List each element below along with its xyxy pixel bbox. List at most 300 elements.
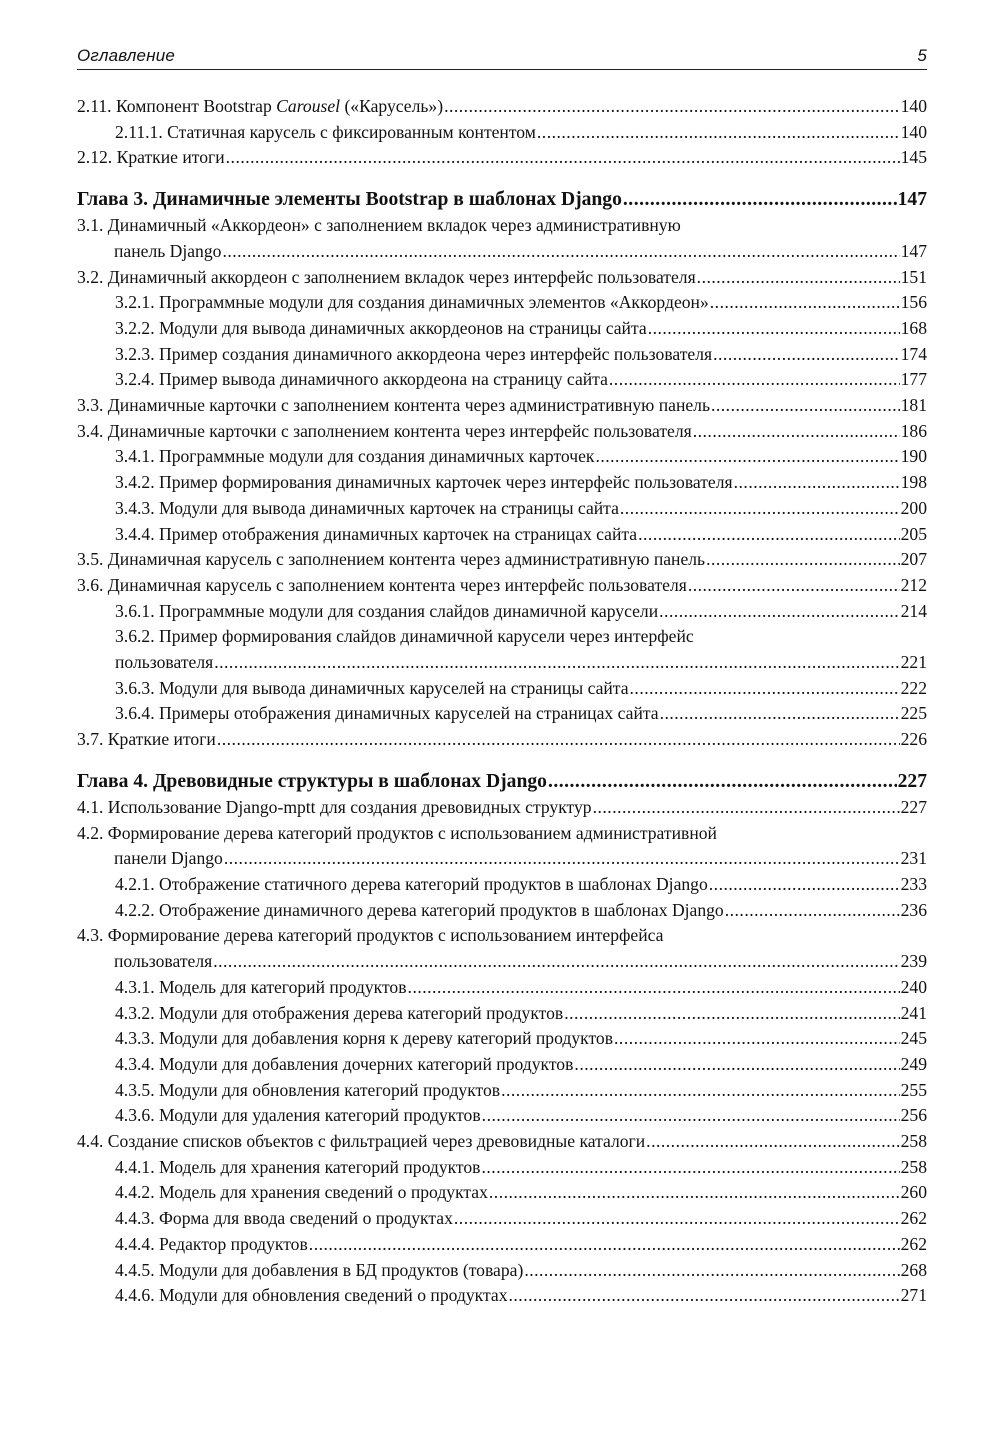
toc-entry[interactable] [77, 1232, 927, 1258]
entry-page: 260 [900, 1182, 927, 1203]
entry-text: Использование Django-mptt для создания древовидных структур [107, 796, 592, 817]
entry-page: 168 [900, 317, 927, 338]
entry-page: 262 [900, 1208, 927, 1229]
toc-entry[interactable] [77, 898, 927, 924]
toc-entry[interactable] [77, 676, 927, 702]
dot-leader [501, 1078, 900, 1104]
dot-leader [489, 1180, 900, 1206]
entry-text: Модули для добавления в БД продуктов (товара) [159, 1259, 524, 1280]
entry-text: Пример отображения динамичных карточек на страницах сайта [159, 523, 638, 544]
entry-page: 205 [900, 523, 927, 544]
entry-line [115, 1258, 927, 1284]
entry-title [77, 795, 592, 821]
entry-text: Пример вывода динамичного аккордеона на страницу сайта [159, 369, 608, 390]
entry-page: 226 [900, 729, 927, 750]
entry-text: Модель для хранения категорий продуктов [159, 1156, 481, 1177]
dot-leader [593, 795, 900, 821]
dot-leader [620, 496, 900, 522]
toc-entry[interactable] [77, 1001, 927, 1027]
entry-text: Программные модули для создания слайдов динамичной карусели [159, 600, 659, 621]
entry-title [115, 1026, 613, 1052]
entry-number: 4.4.6. [115, 1285, 155, 1306]
entry-number: 3.1. [77, 215, 104, 236]
entry-title [115, 342, 712, 368]
entry-line [77, 547, 927, 573]
toc-entry[interactable] [77, 624, 927, 675]
dot-leader [217, 727, 900, 753]
entry-line [115, 898, 927, 924]
toc-entry[interactable] [77, 444, 927, 470]
entry-text: Пример создания динамичного аккордеона через интерфейс пользователя [159, 343, 713, 364]
dot-leader [482, 1103, 900, 1129]
entry-number: Глава 4. [77, 770, 149, 792]
toc-entry[interactable] [77, 795, 927, 821]
entry-line [77, 727, 927, 753]
entry-number: 4.3.6. [115, 1105, 155, 1126]
dot-leader [688, 573, 900, 599]
entry-title [115, 1232, 308, 1258]
entry-number: 3.6.1. [115, 600, 155, 621]
entry-text: Пример формирования динамичных карточек через интерфейс пользователя [159, 472, 733, 493]
entry-text: Примеры отображения динамичных каруселей на страницах сайта [159, 703, 659, 724]
entry-text: Отображение статичного дерева категорий продуктов в шаблонах Django [159, 873, 708, 894]
entry-text: Модули для вывода динамичных аккордеонов на страницы сайта [159, 317, 647, 338]
entry-title [115, 496, 619, 522]
entry-number: 3.4.2. [115, 472, 155, 493]
entry-text: Динамичный аккордеон с заполнением вкладок через интерфейс пользователя [107, 266, 696, 287]
dot-leader [709, 872, 900, 898]
entry-number: 3.4.1. [115, 446, 155, 467]
dot-leader [214, 650, 899, 676]
entry-text: Формирование дерева категорий продуктов с использованием административной [107, 822, 717, 843]
entry-title [115, 599, 658, 625]
entry-text: Модель для категорий продуктов [159, 976, 407, 997]
toc-entry[interactable] [77, 1283, 927, 1309]
entry-number: 4.1. [77, 796, 104, 817]
dot-leader [725, 898, 900, 924]
entry-text-tail: («Карусель») [344, 96, 444, 116]
entry-page: 258 [900, 1131, 927, 1152]
dot-leader [509, 1283, 900, 1309]
entry-title [115, 316, 647, 342]
entry-number: 2.11.1. [115, 121, 163, 142]
toc-entry[interactable] [77, 1078, 927, 1104]
entry-text: Модули для вывода динамичных карточек на страницы сайта [159, 497, 619, 518]
entry-text: Модули для удаления категорий продуктов [159, 1105, 481, 1126]
entry-page: 271 [900, 1285, 927, 1306]
entry-title [115, 1001, 563, 1027]
entry-page: 227 [897, 770, 927, 792]
dot-leader [648, 316, 900, 342]
entry-line [115, 975, 927, 1001]
entry-page: 227 [900, 796, 927, 817]
entry-title [115, 1180, 488, 1206]
entry-text: Динамичный «Аккордеон» с заполнением вкладок через административную [107, 215, 681, 236]
entry-page: 151 [900, 266, 927, 287]
entry-line [115, 496, 927, 522]
entry-continuation: панели Django [114, 848, 223, 869]
entry-text: Статичная карусель с фиксированным контентом [167, 121, 536, 142]
entry-number: 3.2.1. [115, 292, 155, 313]
entry-line [115, 444, 927, 470]
entry-line [115, 1103, 927, 1129]
page-number: 5 [917, 46, 927, 65]
entry-line [115, 1283, 927, 1309]
toc-entry[interactable] [77, 393, 927, 419]
dot-leader [548, 769, 897, 795]
entry-number: 3.4.4. [115, 523, 155, 544]
entry-title [115, 444, 594, 470]
entry-text: Создание списков объектов с фильтрацией через древовидные каталоги [107, 1131, 646, 1152]
entry-title [115, 120, 536, 146]
entry-title [77, 265, 696, 291]
entry-title [77, 547, 705, 573]
entry-line [115, 1078, 927, 1104]
entry-page: 145 [900, 147, 927, 168]
dot-leader [408, 975, 900, 1001]
entry-number: 4.4. [77, 1131, 104, 1152]
entry-number: 4.4.4. [115, 1233, 155, 1254]
dot-leader [711, 393, 900, 419]
entry-text: Динамичная карусель с заполнением контента через административную панель [107, 549, 706, 570]
toc-entry[interactable] [77, 727, 927, 753]
dot-leader [697, 265, 900, 291]
toc-entry[interactable] [77, 496, 927, 522]
toc-entry[interactable] [77, 470, 927, 496]
toc-entry[interactable] [77, 213, 927, 264]
entry-line [115, 522, 927, 548]
entry-text: Модули для добавления корня к дереву категорий продуктов [159, 1028, 614, 1049]
entry-number: 4.2.1. [115, 873, 155, 894]
toc-entry[interactable] [77, 1258, 927, 1284]
entry-page: 240 [900, 976, 927, 997]
entry-line [115, 701, 927, 727]
entry-number: 3.6.2. [115, 626, 155, 647]
entry-text: Модули для обновления категорий продуктов [159, 1079, 501, 1100]
entry-title [115, 676, 629, 702]
dot-leader [713, 342, 899, 368]
toc-entry[interactable] [77, 547, 927, 573]
entry-line [77, 419, 927, 445]
entry-title [115, 701, 659, 727]
entry-page: 214 [900, 600, 927, 621]
entry-number: 4.4.1. [115, 1156, 155, 1177]
entry-text: Редактор продуктов [159, 1233, 308, 1254]
entry-page: 256 [900, 1105, 927, 1126]
toc-entry[interactable] [77, 975, 927, 1001]
entry-text: Динамичные карточки с заполнением контента через интерфейс пользователя [107, 420, 692, 441]
toc-entry[interactable] [77, 316, 927, 342]
dot-leader [609, 367, 900, 393]
dot-leader [638, 522, 899, 548]
toc-entry[interactable] [77, 1052, 927, 1078]
entry-text: Формирование дерева категорий продуктов с использованием интерфейса [107, 925, 664, 946]
entry-first-line [77, 213, 927, 239]
entry-number: 3.6. [77, 574, 104, 595]
entry-number: 3.5. [77, 549, 104, 570]
entry-text: Динамичные карточки с заполнением контента через административную панель [107, 395, 710, 416]
entry-number: 3.2. [77, 266, 104, 287]
entry-line [115, 1001, 927, 1027]
entry-page: 190 [900, 446, 927, 467]
entry-title [115, 522, 637, 548]
toc-entry[interactable] [77, 573, 927, 599]
toc-entry[interactable] [77, 1026, 927, 1052]
entry-page: 255 [900, 1079, 927, 1100]
entry-number: 3.6.3. [115, 677, 155, 698]
entry-text: Модули для обновления сведений о продуктах [159, 1285, 508, 1306]
toc-entry[interactable] [77, 94, 927, 120]
entry-number: 3.4. [77, 420, 104, 441]
entry-number: 4.3.4. [115, 1053, 155, 1074]
entry-number: Глава 3. [77, 189, 149, 211]
running-header [77, 44, 927, 70]
toc-entry[interactable] [77, 419, 927, 445]
entry-title [77, 769, 547, 795]
entry-page: 177 [900, 369, 927, 390]
dot-leader [309, 1232, 900, 1258]
chapter-entry[interactable] [77, 769, 927, 795]
entry-continuation-line [115, 650, 927, 676]
entry-page: 147 [897, 189, 927, 211]
entry-title [115, 1052, 573, 1078]
entry-line [77, 769, 927, 795]
entry-text: Модули для добавления дочерних категорий продуктов [159, 1053, 574, 1074]
dot-leader [482, 1155, 900, 1181]
entry-page: 156 [900, 292, 927, 313]
entry-line [77, 573, 927, 599]
entry-number: 3.3. [77, 395, 104, 416]
toc-entry[interactable] [77, 1180, 927, 1206]
entry-title [77, 573, 687, 599]
entry-line [77, 265, 927, 291]
entry-title [77, 925, 664, 945]
entry-page: 186 [900, 420, 927, 441]
entry-line [115, 1206, 927, 1232]
dot-leader [222, 239, 899, 265]
entry-page: 239 [900, 951, 927, 972]
entry-title [115, 872, 708, 898]
dot-leader [564, 1001, 899, 1027]
dot-leader [630, 676, 900, 702]
toc-entry[interactable] [77, 145, 927, 171]
entry-text: Программные модули для создания динамичных элементов «Аккордеон» [159, 292, 709, 313]
entry-text: Модель для хранения сведений о продуктах [159, 1182, 488, 1203]
entry-title [115, 1078, 500, 1104]
toc-entry[interactable] [77, 701, 927, 727]
entry-line [115, 872, 927, 898]
dot-leader [693, 419, 900, 445]
entry-continuation-line [77, 239, 927, 265]
entry-page: 245 [900, 1028, 927, 1049]
entry-page: 233 [900, 873, 927, 894]
entry-title [115, 1258, 523, 1284]
entry-page: 249 [900, 1053, 927, 1074]
toc-entry[interactable] [77, 342, 927, 368]
entry-text: Компонент Bootstrap [115, 96, 272, 116]
entry-text: Динамичная карусель с заполнением контента через интерфейс пользователя [107, 574, 687, 595]
entry-number: 4.4.2. [115, 1182, 155, 1203]
entry-number: 4.3.5. [115, 1079, 155, 1100]
dot-leader [660, 701, 900, 727]
toc-entry[interactable] [77, 1129, 927, 1155]
table-of-contents [77, 94, 927, 1309]
entry-line [115, 676, 927, 702]
entry-number: 4.2.2. [115, 899, 155, 920]
dot-leader [524, 1258, 899, 1284]
entry-text: Краткие итоги [107, 729, 216, 750]
entry-number: 4.4.3. [115, 1208, 155, 1229]
entry-line [115, 1052, 927, 1078]
dot-leader [454, 1206, 900, 1232]
entry-title [115, 470, 733, 496]
chapter-entry[interactable] [77, 187, 927, 213]
entry-page: 147 [900, 240, 927, 261]
dot-leader [226, 145, 900, 171]
entry-page: 262 [900, 1233, 927, 1254]
entry-page: 268 [900, 1259, 927, 1280]
toc-entry[interactable] [77, 367, 927, 393]
entry-line [77, 393, 927, 419]
entry-text: Модули для отображения дерева категорий продуктов [159, 1002, 564, 1023]
entry-line [77, 94, 927, 120]
dot-leader [595, 444, 899, 470]
entry-line [115, 1026, 927, 1052]
toc-entry[interactable] [77, 923, 927, 974]
entry-number: 2.11. [77, 96, 112, 116]
entry-line [77, 187, 927, 213]
entry-line [115, 599, 927, 625]
entry-title [77, 187, 622, 213]
dot-leader [710, 290, 900, 316]
entry-text: Динамичные элементы Bootstrap в шаблонах Django [152, 189, 622, 211]
entry-title [115, 367, 608, 393]
entry-italic-text: Carousel [276, 96, 341, 116]
dot-leader [646, 1129, 899, 1155]
toc-entry[interactable] [77, 290, 927, 316]
entry-page: 140 [900, 96, 927, 116]
dot-leader [734, 470, 900, 496]
entry-title [115, 975, 407, 1001]
entry-text: Пример формирования слайдов динамичной карусели через интерфейс [159, 626, 694, 647]
entry-title [115, 290, 709, 316]
entry-number: 4.3.3. [115, 1028, 155, 1049]
entry-line [115, 470, 927, 496]
toc-entry[interactable] [77, 1103, 927, 1129]
entry-page: 200 [900, 497, 927, 518]
toc-entry[interactable] [77, 1206, 927, 1232]
toc-entry[interactable] [77, 265, 927, 291]
entry-line [115, 367, 927, 393]
entry-number: 4.2. [77, 822, 104, 843]
entry-page: 258 [900, 1156, 927, 1177]
entry-page: 221 [900, 652, 927, 673]
entry-line [77, 1129, 927, 1155]
entry-line [115, 120, 927, 146]
entry-continuation-line [77, 949, 927, 975]
entry-text: Модули для вывода динамичных каруселей на страницы сайта [159, 677, 629, 698]
entry-title [77, 727, 216, 753]
entry-title [77, 419, 692, 445]
entry-number: 3.2.3. [115, 343, 155, 364]
entry-title [77, 94, 443, 120]
entry-number: 4.3.1. [115, 976, 155, 997]
entry-text: Форма для ввода сведений о продуктах [159, 1208, 453, 1229]
entry-line [115, 342, 927, 368]
dot-leader [224, 846, 900, 872]
entry-title [115, 1283, 508, 1309]
entry-number: 4.4.5. [115, 1259, 155, 1280]
dot-leader [706, 547, 900, 573]
entry-page: 241 [900, 1002, 927, 1023]
entry-number: 4.3.2. [115, 1002, 155, 1023]
toc-entry[interactable] [77, 599, 927, 625]
dot-leader [213, 949, 899, 975]
entry-title [115, 1155, 481, 1181]
entry-continuation-line [77, 846, 927, 872]
entry-title [77, 823, 717, 843]
entry-title [115, 1206, 453, 1232]
entry-page: 236 [900, 899, 927, 920]
entry-title [115, 626, 694, 646]
entry-title [77, 215, 681, 235]
entry-page: 174 [900, 343, 927, 364]
dot-leader [537, 120, 900, 146]
entry-title [77, 1129, 645, 1155]
toc-entry[interactable] [77, 522, 927, 548]
entry-page: 140 [900, 121, 927, 142]
entry-title [115, 898, 724, 924]
entry-page: 222 [900, 677, 927, 698]
toc-entry[interactable] [77, 120, 927, 146]
entry-line [115, 290, 927, 316]
entry-continuation: пользователя [115, 652, 214, 673]
entry-line [77, 795, 927, 821]
toc-entry[interactable] [77, 1155, 927, 1181]
entry-continuation: панель Django [114, 240, 222, 261]
entry-text: Древовидные структуры в шаблонах Django [152, 770, 547, 792]
entry-number: 3.2.2. [115, 317, 155, 338]
entry-page: 231 [900, 848, 927, 869]
dot-leader [574, 1052, 899, 1078]
toc-entry[interactable] [77, 821, 927, 872]
entry-line [115, 1232, 927, 1258]
entry-number: 3.7. [77, 729, 104, 750]
entry-page: 225 [900, 703, 927, 724]
entry-line [115, 1155, 927, 1181]
entry-text: Краткие итоги [116, 147, 225, 168]
entry-page: 207 [900, 549, 927, 570]
entry-page: 212 [900, 574, 927, 595]
entry-continuation: пользователя [114, 951, 213, 972]
entry-text: Отображение динамичного дерева категорий продуктов в шаблонах Django [159, 899, 724, 920]
entry-line [77, 145, 927, 171]
entry-first-line [115, 624, 927, 650]
entry-page: 181 [900, 395, 927, 416]
entry-first-line [77, 821, 927, 847]
dot-leader [444, 94, 900, 120]
entry-number: 3.6.4. [115, 703, 155, 724]
entry-page: 198 [900, 472, 927, 493]
toc-entry[interactable] [77, 872, 927, 898]
entry-line [115, 316, 927, 342]
header-title: Оглавление [77, 46, 176, 65]
dot-leader [623, 187, 897, 213]
entry-line [115, 1180, 927, 1206]
entry-first-line [77, 923, 927, 949]
entry-title [77, 393, 710, 419]
entry-number: 4.3. [77, 925, 104, 946]
